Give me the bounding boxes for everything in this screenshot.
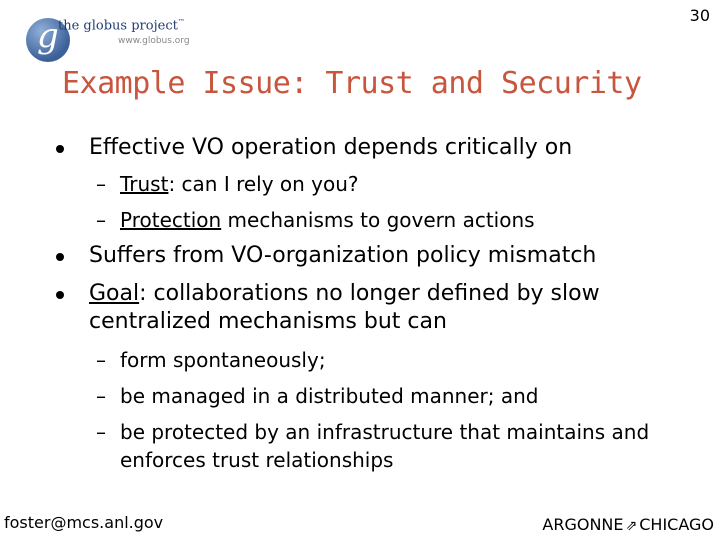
- sub-bullet-1-1-text: : can I rely on you?: [168, 172, 359, 196]
- bullet-1-text: Effective VO operation depends critically on: [89, 135, 573, 160]
- dash-icon: –: [96, 208, 106, 232]
- slide-content: [56, 134, 716, 474]
- bullet-dot-icon: [56, 291, 64, 299]
- slide-number: 30: [689, 6, 710, 25]
- sub-bullet-3-3: [56, 418, 720, 474]
- sub-bullet-3-2-text: be managed in a distributed manner; and: [120, 384, 539, 408]
- sub-bullet-1-2-text: mechanisms to govern actions: [221, 208, 535, 232]
- arrow-icon: ⇗: [625, 518, 638, 534]
- sub-bullet-3-1: [56, 346, 716, 374]
- footer-org-left: ARGONNE: [542, 515, 624, 534]
- footer-org-right: CHICAGO: [639, 515, 714, 534]
- bullet-2: [56, 242, 716, 270]
- sub-bullet-3-1-text: form spontaneously;: [120, 348, 326, 372]
- bullet-dot-icon: [56, 253, 64, 261]
- bullet-dot-icon: [56, 145, 64, 153]
- bullet-1: [56, 134, 716, 162]
- globus-logo-name-text: the globus project: [58, 18, 178, 34]
- dash-icon: –: [96, 420, 106, 444]
- bullet-2-text: Suffers from VO-organization policy mismatch: [89, 243, 597, 268]
- sub-bullet-1-2: [56, 206, 716, 234]
- globus-logo: [26, 14, 226, 66]
- globus-logo-tm: ™: [177, 18, 185, 26]
- dash-icon: –: [96, 172, 106, 196]
- dash-icon: –: [96, 348, 106, 372]
- globus-logo-url: www.globus.org: [118, 36, 190, 46]
- globus-logo-name: [58, 18, 185, 33]
- footer-org: [542, 515, 714, 534]
- bullet-3: [56, 280, 709, 336]
- dash-icon: –: [96, 384, 106, 408]
- bullet-3-underline: Goal: [89, 281, 140, 306]
- sub-bullet-1-1-underline: Trust: [120, 172, 169, 196]
- sub-bullet-1-1: [56, 170, 716, 198]
- slide-title: Example Issue: Trust and Security: [62, 66, 642, 101]
- bullet-3-text: : collaborations no longer defined by slow centralized mechanisms but can: [89, 281, 600, 334]
- sub-bullet-1-2-underline: Protection: [120, 208, 222, 232]
- footer-email: foster@mcs.anl.gov: [4, 513, 164, 532]
- globus-logo-letter: g: [37, 16, 59, 56]
- sub-bullet-3-3-text: be protected by an infrastructure that maintains and enforces trust relationships: [120, 420, 650, 472]
- sub-bullet-3-2: [56, 382, 716, 410]
